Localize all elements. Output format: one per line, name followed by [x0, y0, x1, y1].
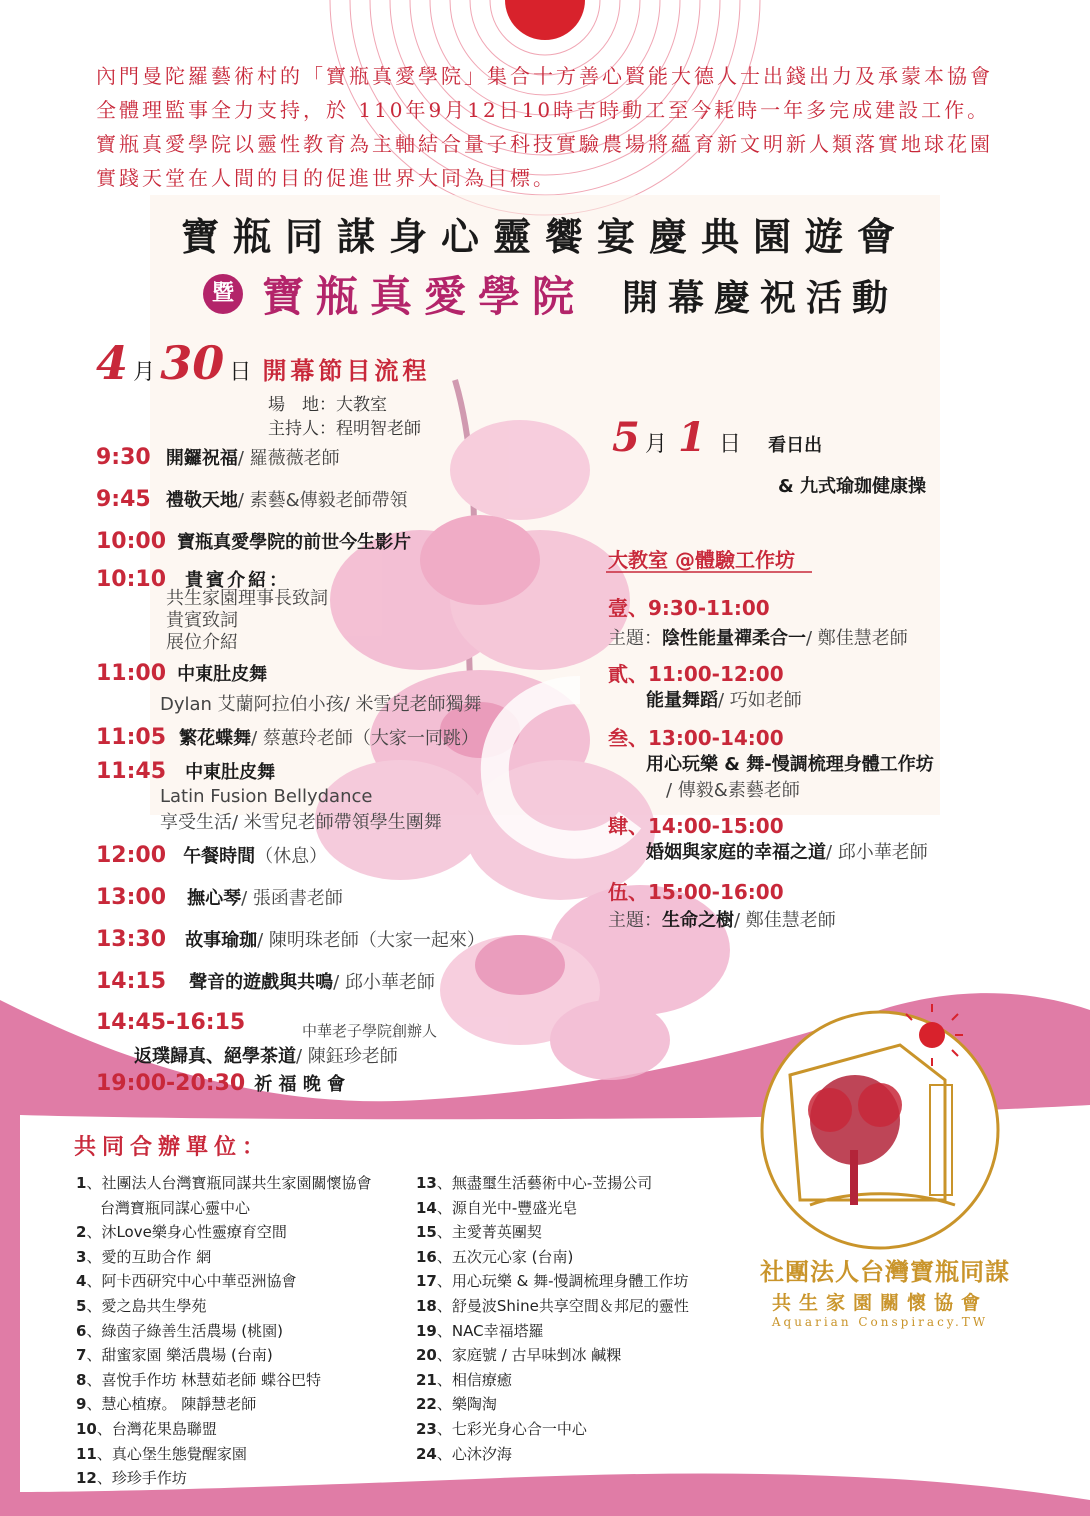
coorganizer-separator: 、	[436, 1346, 452, 1365]
day1-month: 4	[96, 336, 129, 390]
coorganizer-name: 家庭號 / 古早味剉冰 鹹粿	[451, 1346, 622, 1365]
schedule-detail: / 陳明珠老師（大家一起來）	[257, 930, 485, 951]
coorganizer-name: 真心堡生態覺醒家園	[111, 1444, 247, 1463]
schedule-subitem: 共生家園理事長致詞	[166, 588, 328, 609]
session-prefix: 主題：	[608, 910, 662, 931]
schedule-title: 故事瑜珈	[185, 930, 258, 951]
schedule-title: 祈 福 晚 會	[254, 1074, 346, 1095]
day2-venue-heading: 大教室 @體驗工作坊	[608, 548, 795, 572]
schedule-time: 11:05	[96, 725, 167, 750]
coorganizer-item	[416, 1418, 587, 1439]
coorganizer-item	[416, 1221, 542, 1242]
schedule-title: 中東肚皮舞	[185, 762, 276, 783]
day2-month-unit: 月	[644, 432, 667, 457]
schedule-title: 聲音的遊戲與共鳴	[189, 972, 334, 993]
coorganizer-item	[76, 1443, 247, 1464]
schedule-item	[96, 486, 408, 512]
coorganizer-number: 21	[416, 1370, 437, 1389]
schedule-title: 開鑼祝福	[165, 448, 238, 469]
schedule-item	[96, 660, 267, 686]
coorganizer-number: 1	[76, 1174, 87, 1192]
academy-title: 寶瓶真愛學院	[262, 272, 587, 321]
session-teacher: / 傳毅&素藝老師	[666, 780, 800, 801]
coorganizer-separator: 、	[86, 1297, 102, 1315]
coorganizer-name: 愛之島共生學苑	[101, 1297, 207, 1315]
coorganizer-name: 綠茵子綠善生活農場 (桃園)	[101, 1321, 283, 1340]
opening-title: 開幕慶祝活動	[622, 277, 899, 319]
coorganizer-number: 20	[416, 1346, 437, 1365]
schedule-item	[96, 968, 435, 994]
coorganizer-item	[416, 1369, 512, 1390]
coorganizer-name: 慧心植療。 陳靜慧老師	[101, 1395, 257, 1414]
coorganizer-name: 舒曼波Shine共享空間＆邦尼的靈性	[451, 1297, 689, 1315]
schedule-item	[96, 842, 327, 868]
ji-badge: 暨	[203, 274, 243, 314]
coorganizer-separator: 、	[436, 1370, 452, 1389]
coorganizer-number: 3	[76, 1247, 87, 1266]
coorganizer-number: 13	[416, 1174, 437, 1192]
coorganizer-separator: 、	[436, 1198, 452, 1217]
coorganizer-number: 14	[416, 1198, 437, 1217]
schedule-time: 10:10	[96, 567, 167, 592]
schedule-detail: / 張函書老師	[241, 888, 343, 909]
coorganizer-item	[76, 1320, 283, 1341]
schedule-time: 13:00	[96, 885, 167, 910]
day1-header	[96, 336, 430, 390]
coorganizer-number: 17	[416, 1272, 437, 1291]
org-name-line-2: 共生家園關懷協會	[771, 1292, 988, 1314]
schedule-item	[96, 1010, 245, 1035]
schedule-item	[96, 528, 411, 554]
coorganizer-separator: 、	[436, 1247, 452, 1266]
main-title: 寶瓶同謀身心靈饗宴慶典園遊會	[180, 214, 909, 259]
coorganizer-name: 社團法人台灣寶瓶同謀共生家園關懷協會	[101, 1174, 372, 1192]
coorganizer-name: NAC幸福塔羅	[451, 1321, 544, 1340]
coorganizer-item	[416, 1443, 512, 1464]
coorganizer-item	[416, 1197, 577, 1218]
session-label: 壹、9:30-11:00	[608, 596, 770, 620]
coorganizer-name: 主愛菁英團契	[451, 1223, 542, 1242]
schedule-title: 返璞歸真、絕學茶道	[134, 1046, 296, 1067]
day1-month-unit: 月	[133, 360, 156, 385]
coorganizer-number: 16	[416, 1247, 437, 1266]
session-label: 叁、13:00-14:00	[608, 726, 784, 750]
day2-activity-2: & 九式瑜珈健康操	[778, 476, 926, 497]
coorganizer-number: 15	[416, 1223, 437, 1242]
coorganizer-number: 2	[76, 1223, 87, 1242]
schedule-item	[96, 724, 479, 750]
schedule-time: 19:00-20:30	[96, 1071, 246, 1096]
coorganizer-item	[76, 1393, 256, 1414]
coorganizer-name: 珍珍手作坊	[111, 1469, 187, 1488]
schedule-note: 中華老子學院創辦人	[302, 1022, 438, 1040]
session-teacher: / 邱小華老師	[826, 842, 928, 863]
coorganizer-item	[76, 1172, 371, 1193]
coorganizer-number: 23	[416, 1420, 437, 1438]
coorganizer-number: 12	[76, 1469, 97, 1488]
day2-month: 5	[612, 414, 640, 461]
coorganizer-number: 5	[76, 1297, 87, 1315]
schedule-title: 貴賓介紹：	[185, 570, 291, 591]
intro-line-1: 內門曼陀羅藝術村的「寶瓶真愛學院」集合十方善心賢能大德人士出錢出力及承蒙本協會	[96, 64, 993, 88]
coorganizer-name: 用心玩樂 & 舞-慢調梳理身體工作坊	[451, 1272, 689, 1291]
coorganizer-number: 8	[76, 1370, 87, 1389]
coorganizer-separator: 、	[436, 1297, 452, 1315]
coorganizer-name: 樂陶淘	[451, 1395, 497, 1414]
coorganizer-name: 心沐汐海	[451, 1444, 512, 1463]
coorganizer-number: 19	[416, 1321, 437, 1340]
day2-day: 1	[678, 414, 706, 461]
coorganizer-separator: 、	[436, 1420, 452, 1438]
coorganizer-separator: 、	[86, 1174, 102, 1192]
schedule-detail: （休息）	[255, 846, 328, 867]
day1-host: 主持人：程明智老師	[268, 419, 421, 439]
coorganizer-separator: 、	[96, 1444, 112, 1463]
coorganizer-item	[416, 1295, 689, 1316]
schedule-detail: / 羅薇薇老師	[237, 448, 340, 469]
session-teacher: / 巧如老師	[718, 690, 802, 711]
coorganizer-item	[76, 1369, 321, 1390]
schedule-time: 14:45-16:15	[96, 1010, 246, 1035]
schedule-subitem: Dylan 艾蘭阿拉伯小孩/ 米雪兒老師獨舞	[160, 694, 482, 715]
coorganizer-number: 7	[76, 1346, 87, 1365]
coorganizer-separator: 、	[86, 1395, 102, 1414]
coorganizer-separator: 、	[86, 1272, 102, 1291]
coorganizer-item	[416, 1344, 621, 1365]
schedule-title: 繁花蝶舞	[179, 728, 252, 749]
session-title: 婚姻與家庭的幸福之道	[646, 842, 826, 863]
coorganizer-item	[76, 1295, 206, 1316]
schedule-detail: / 邱小華老師	[333, 972, 435, 993]
coorganizer-number: 4	[76, 1272, 87, 1291]
coorganizer-separator: 、	[96, 1469, 112, 1488]
schedule-title: 撫心琴	[187, 888, 242, 909]
coorganizer-separator: 、	[436, 1174, 452, 1192]
coorganizer-name: 相信療癒	[451, 1370, 512, 1389]
coorganizer-separator: 、	[86, 1247, 102, 1266]
schedule-detail: / 素藝&傳毅老師帶領	[237, 490, 408, 511]
day1-day: 30	[160, 336, 225, 390]
schedule-title: 午餐時間	[183, 846, 256, 867]
coorganizer-number: 24	[416, 1444, 437, 1463]
schedule-time: 13:30	[96, 927, 167, 952]
schedule-title: 禮敬天地	[165, 490, 238, 511]
schedule-title: 寶瓶真愛學院的前世今生影片	[177, 532, 412, 553]
coorganizer-number: 10	[76, 1420, 97, 1438]
schedule-detail: / 陳鈺珍老師	[296, 1046, 398, 1067]
session-label: 肆、14:00-15:00	[608, 814, 784, 838]
coorganizer-separator: 、	[436, 1444, 452, 1463]
session-title: 能量舞蹈	[646, 690, 718, 711]
schedule-time: 10:00	[96, 529, 167, 554]
session-title: 用心玩樂 & 舞-慢調梳理身體工作坊	[646, 754, 934, 775]
day1-venue: 場 地：大教室	[268, 395, 387, 415]
coorganizer-separator: 、	[86, 1321, 102, 1340]
schedule-item-detail	[134, 1042, 398, 1068]
org-name-line-1: 社團法人台灣寶瓶同謀	[760, 1258, 1010, 1286]
coorganizers-heading: 共同合辦單位：	[74, 1135, 271, 1160]
schedule-time: 11:00	[96, 661, 167, 686]
schedule-subitem: 享受生活/ 米雪兒老師帶領學生團舞	[160, 812, 442, 833]
schedule-item	[96, 444, 340, 470]
session-topic	[646, 686, 802, 712]
schedule-time: 9:30	[96, 445, 151, 470]
coorganizer-separator: 、	[436, 1223, 452, 1242]
coorganizer-name: 無盡璽生活藝術中心-苙揚公司	[451, 1174, 653, 1192]
org-english-name: Aquarian Conspiracy.TW	[771, 1315, 989, 1329]
session-teacher: / 鄭佳慧老師	[734, 910, 836, 931]
coorganizer-item	[76, 1418, 217, 1439]
schedule-time: 11:45	[96, 759, 167, 784]
coorganizer-item	[416, 1393, 497, 1414]
coorganizer-separator: 、	[436, 1395, 452, 1414]
coorganizer-item	[76, 1246, 211, 1267]
day2-activity-1: 看日出	[768, 435, 823, 456]
session-topic	[646, 750, 934, 776]
coorganizer-separator: 、	[436, 1321, 452, 1340]
coorganizer-separator: 、	[86, 1346, 102, 1365]
coorganizer-separator: 、	[86, 1370, 102, 1389]
day1-heading: 開幕節目流程	[262, 357, 431, 385]
coorganizer-item	[76, 1344, 273, 1365]
coorganizer-item	[76, 1197, 250, 1218]
coorganizer-number: 18	[416, 1297, 437, 1315]
schedule-item	[96, 1070, 345, 1096]
coorganizer-name: 五次元心家 (台南)	[451, 1247, 574, 1266]
coorganizer-name: 愛的互助合作 網	[101, 1247, 212, 1266]
session-title: 生命之樹	[662, 910, 734, 931]
coorganizer-number: 11	[76, 1444, 97, 1463]
session-title: 陰性能量禪柔合一	[662, 628, 806, 649]
coorganizer-item	[416, 1270, 689, 1291]
coorganizer-name: 沐Love樂身心性靈療育空間	[101, 1223, 287, 1242]
coorganizer-name: 喜悅手作坊 林慧茹老師 蝶谷巴特	[101, 1370, 321, 1389]
intro-line-2: 全體理監事全力支持，於 110年9月12日10時吉時動工至今耗時一年多完成建設工作。	[96, 98, 991, 122]
session-label: 伍、15:00-16:00	[608, 880, 784, 904]
schedule-time: 12:00	[96, 843, 167, 868]
schedule-title: 中東肚皮舞	[177, 664, 268, 685]
session-label: 貳、11:00-12:00	[608, 662, 784, 686]
schedule-item	[96, 926, 485, 952]
session-prefix: 主題：	[608, 628, 662, 649]
schedule-subitem: 貴賓致詞	[166, 610, 238, 631]
schedule-time: 14:15	[96, 969, 167, 994]
coorganizer-name: 源自光中-豐盛光皂	[451, 1198, 578, 1217]
schedule-item	[96, 884, 343, 910]
day1-day-unit: 日	[229, 360, 252, 385]
schedule-subitem: Latin Fusion Bellydance	[160, 786, 373, 807]
coorganizer-item	[416, 1246, 573, 1267]
schedule-detail: / 蔡蕙玲老師（大家一同跳）	[251, 728, 479, 749]
coorganizer-item	[76, 1270, 296, 1291]
coorganizer-item	[76, 1221, 287, 1242]
schedule-subitem: 展位介紹	[166, 632, 238, 653]
coorganizer-number: 9	[76, 1395, 87, 1414]
coorganizer-item	[416, 1320, 544, 1341]
session-topic	[608, 624, 908, 650]
session-topic	[608, 906, 836, 932]
coorganizer-number: 6	[76, 1321, 87, 1340]
coorganizer-separator: 、	[86, 1223, 102, 1242]
session-teacher: / 鄭佳慧老師	[806, 628, 908, 649]
coorganizer-item	[76, 1467, 187, 1488]
session-topic	[646, 838, 928, 864]
coorganizer-number: 22	[416, 1395, 437, 1414]
schedule-time: 9:45	[96, 487, 151, 512]
coorganizer-name: 甜蜜家園 樂活農場 (台南)	[101, 1346, 273, 1365]
coorganizer-item	[416, 1172, 652, 1193]
schedule-item	[96, 758, 275, 784]
day2-header	[612, 414, 822, 461]
coorganizer-separator: 、	[436, 1272, 452, 1291]
coorganizer-name: 七彩光身心合一中心	[451, 1420, 587, 1438]
coorganizer-name: 台灣花果島聯盟	[111, 1420, 217, 1438]
intro-line-4: 實踐天堂在人間的目的促進世界大同為目標。	[96, 166, 556, 190]
day2-day-unit: 日	[718, 432, 741, 457]
coorganizer-name: 阿卡西研究中心中華亞洲協會	[101, 1272, 297, 1291]
coorganizer-separator: 、	[96, 1420, 112, 1438]
coorganizer-name: 台灣寶瓶同謀心靈中心	[100, 1198, 251, 1217]
intro-line-3: 寶瓶真愛學院以靈性教育為主軸結合量子科技實驗農場將蘊育新文明新人類落實地球花園	[96, 132, 993, 156]
